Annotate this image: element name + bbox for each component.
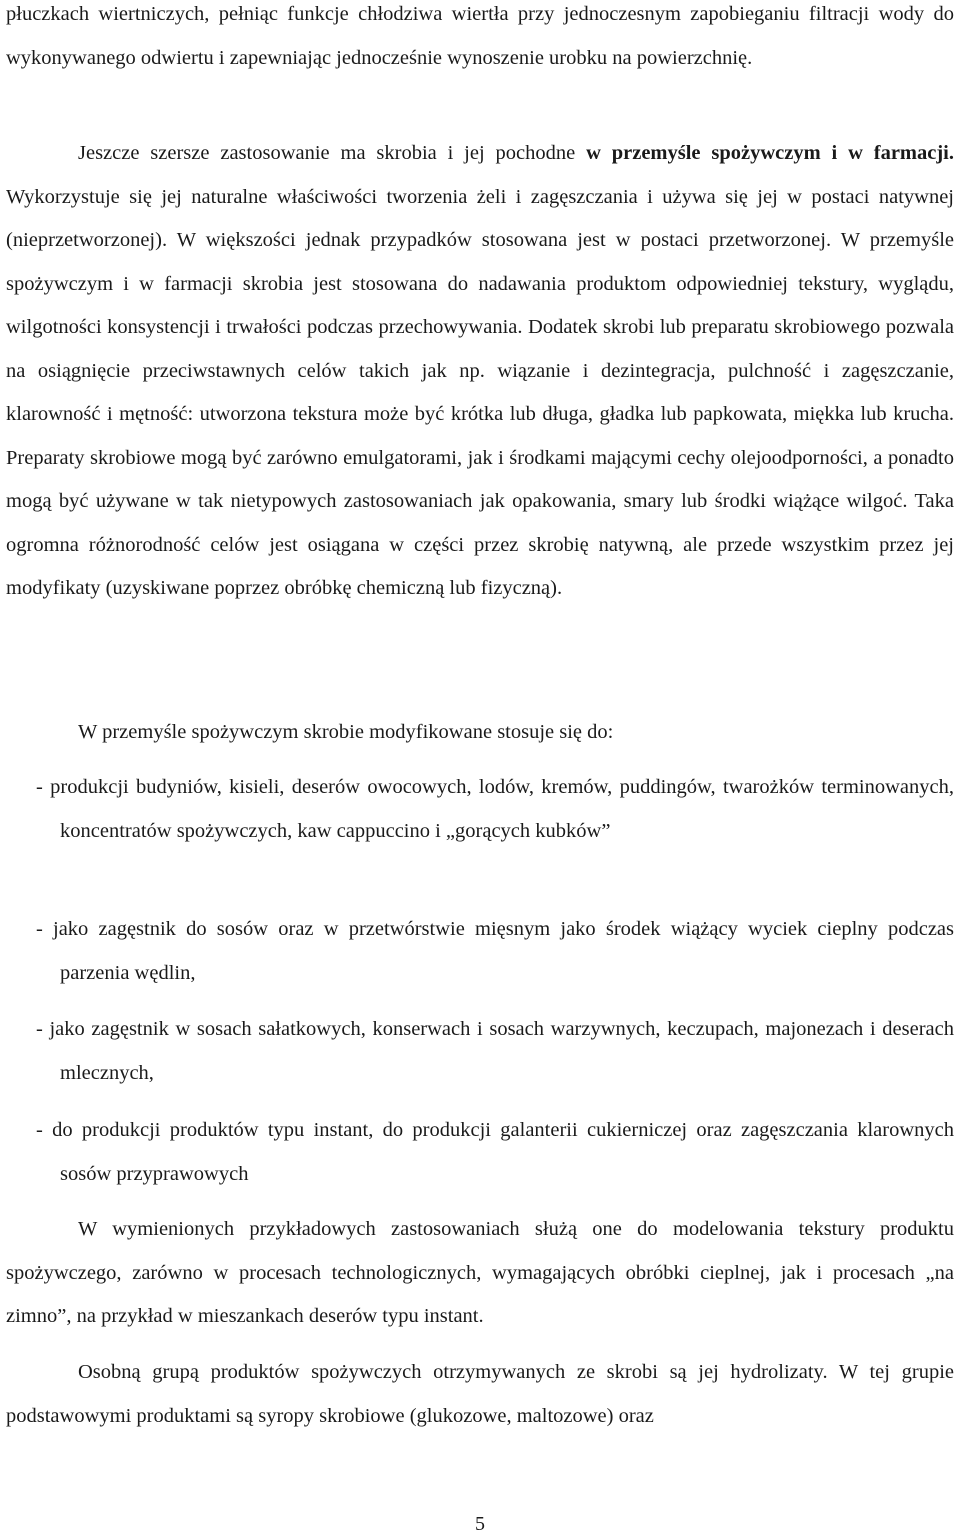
paragraph-2-intro: Jeszcze szersze zastosowanie ma skrobia i jej pochodne bbox=[78, 142, 587, 164]
paragraph-5: Osobną grupą produktów spożywczych otrzymywanych ze skrobi są jej hydrolizaty. W tej grupie podstawowymi produktami są syropy skrobiowe (glukozowe, maltozowe) oraz bbox=[6, 1361, 954, 1427]
list-item: - jako zagęstnik do sosów oraz w przetwórstwie mięsnym jako środek wiążący wyciek cieplny podczas parzenia wędlin, bbox=[36, 918, 954, 984]
paragraph-4: W wymienionych przykładowych zastosowaniach służą one do modelowania tekstury produktu spożywczego, zarówno w procesach technologicznych, wymagających obróbki cieplnej, jak i procesach „na zimno”, na przykład w mieszankach deserów typu instant. bbox=[6, 1218, 954, 1327]
paragraph-2-bold: w przemyśle spożywczym i w farmacji. bbox=[586, 142, 955, 164]
paragraph-2 bbox=[6, 132, 954, 611]
document-page bbox=[6, 0, 954, 1537]
paragraph-3: W przemyśle spożywczym skrobie modyfikowane stosuje się do: bbox=[78, 721, 614, 743]
paragraph-2-body: Wykorzystuje się jej naturalne właściwości tworzenia żeli i zagęszczania i używa się jej w postaci natywnej (nieprzetworzonej). W większości jednak przypadków stosowana jest w postaci przetworzonej. W przemyśle spożywczym i w farmacji skrobia jest stosowana do nadawania produktom odpowiedniej tekstury, wyglądu, wilgotności konsystencji i trwałości podczas przechowywania. Dodatek skrobi lub preparatu skrobiowego pozwala na osiągnięcie przeciwstawnych celów takich jak np. wiązanie i dezintegracja, pulchność i zagęszczanie, klarowność i mętność: utworzona tekstura może być krótka lub długa, gładka lub papkowata, miękka lub krucha. Preparaty skrobiowe mogą być zarówno emulgatorami, jak i środkami mającymi cechy olejoodporności, a ponadto mogą być używane w tak nietypowych zastosowaniach jak opakowania, smary lub środki wiążące wilgoć. Taka ogromna różnorodność celów jest osiągana w części przez skrobię natywną, ale przede wszystkim przez jej modyfikaty (uzyskiwane poprzez obróbkę chemiczną lub fizyczną). bbox=[6, 185, 954, 599]
list-item: - jako zagęstnik w sosach sałatkowych, konserwach i sosach warzywnych, keczupach, majonezach i deserach mlecznych, bbox=[36, 1018, 954, 1084]
list-item: - do produkcji produktów typu instant, do produkcji galanterii cukierniczej oraz zagęszczania klarownych sosów przyprawowych bbox=[36, 1119, 954, 1185]
list-item: - produkcji budyniów, kisieli, deserów owocowych, lodów, kremów, puddingów, twarożków terminowanych, koncentratów spożywczych, kaw cappuccino i „gorących kubków” bbox=[36, 776, 954, 842]
page-number: 5 bbox=[475, 1513, 485, 1535]
paragraph-1: płuczkach wiertniczych, pełniąc funkcje chłodziwa wiertła przy jednoczesnym zapobieganiu filtracji wody do wykonywanego odwiertu i zapewniając jednocześnie wynoszenie urobku na powierzchnię. bbox=[6, 3, 954, 69]
